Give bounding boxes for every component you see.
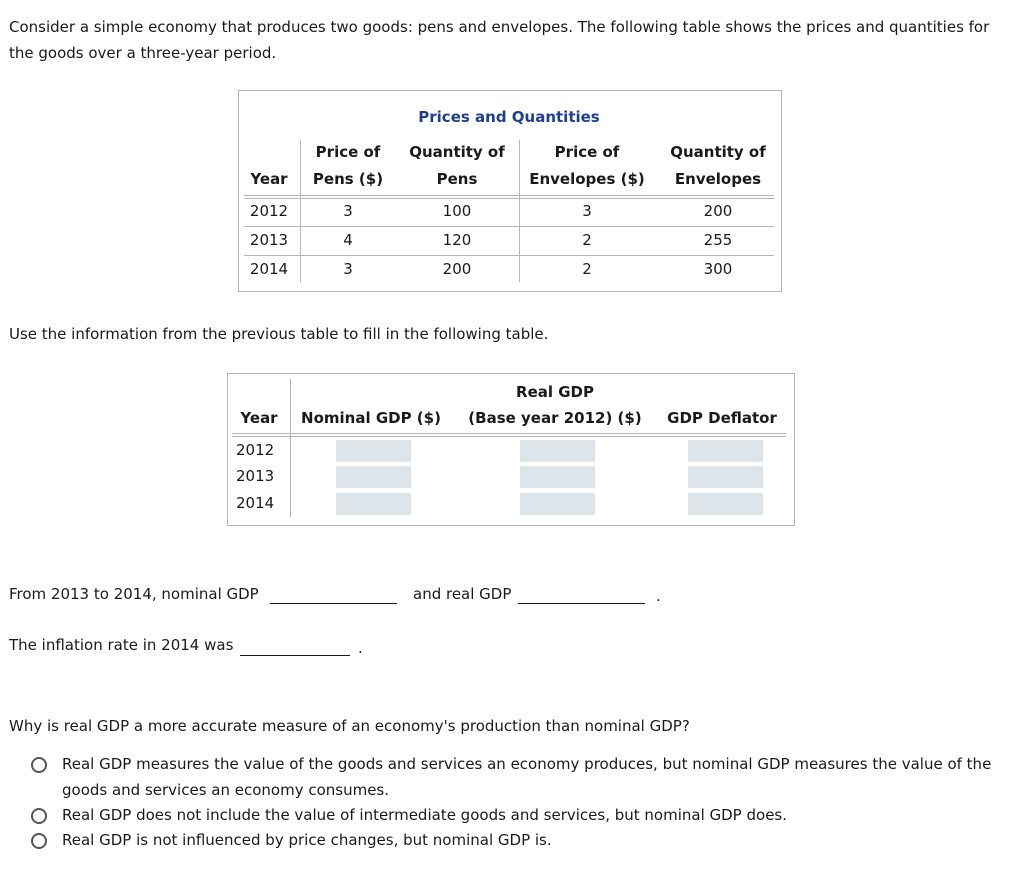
t1-cell: 300 — [703, 260, 733, 278]
nominal-gdp-2012-input[interactable] — [336, 440, 411, 462]
t1-header-qty-env: Envelopes — [674, 170, 762, 188]
t2-year: 2014 — [236, 494, 275, 512]
option-3-label: Real GDP is not influenced by price changes, but nominal GDP is. — [62, 831, 552, 849]
nominal-gdp-change-dropdown[interactable] — [270, 603, 397, 604]
inflation-rate-dropdown[interactable] — [240, 655, 350, 656]
table1-title: Prices and Quantities — [418, 108, 600, 126]
t2-year: 2012 — [236, 441, 275, 459]
radio-option-2[interactable] — [31, 808, 47, 824]
t1-cell: 3 — [343, 202, 353, 220]
t2-header-rule — [232, 436, 786, 437]
t2-divider — [290, 379, 291, 517]
t1-header-qty-pens-top: Quantity of — [409, 143, 505, 161]
t1-cell: 3 — [582, 202, 592, 220]
t1-header-price-pens: Pens ($) — [312, 170, 384, 188]
t1-header-rule — [244, 195, 774, 196]
gdp-deflator-2014-input[interactable] — [688, 493, 763, 515]
t1-cell: 200 — [442, 260, 472, 278]
t1-row-rule — [244, 255, 774, 256]
nominal-gdp-2014-input[interactable] — [336, 493, 411, 515]
q1-period: . — [656, 587, 661, 605]
t1-cell: 2012 — [249, 202, 289, 220]
t2-header-nominal: Nominal GDP ($) — [301, 409, 441, 427]
real-gdp-change-dropdown[interactable] — [518, 603, 645, 604]
t1-header-year: Year — [250, 170, 288, 188]
q1-prefix: From 2013 to 2014, nominal GDP — [9, 585, 259, 603]
radio-option-1[interactable] — [31, 757, 47, 773]
option-2-label: Real GDP does not include the value of intermediate goods and services, but nominal GDP does. — [62, 806, 788, 824]
t1-cell: 120 — [442, 231, 472, 249]
option-1-line-2: goods and services an economy consumes. — [62, 781, 390, 799]
t2-header-real: (Base year 2012) ($) — [468, 409, 642, 427]
t1-header-price-env: Envelopes ($) — [529, 170, 645, 188]
option-1-line-1: Real GDP measures the value of the goods and services an economy produces, but nominal GDP measures the value of the — [62, 755, 992, 773]
t1-header-rule — [244, 198, 774, 199]
t1-cell: 2014 — [249, 260, 289, 278]
t1-row-rule — [244, 226, 774, 227]
gdp-deflator-2013-input[interactable] — [688, 466, 763, 488]
t1-cell: 4 — [343, 231, 353, 249]
nominal-gdp-2013-input[interactable] — [336, 466, 411, 488]
gdp-deflator-2012-input[interactable] — [688, 440, 763, 462]
t1-header-qty-env-top: Quantity of — [670, 143, 766, 161]
t2-header-rule — [232, 433, 786, 434]
t1-header-qty-pens: Pens — [436, 170, 478, 188]
q3-option-label — [62, 751, 991, 803]
t2-year: 2013 — [236, 467, 275, 485]
t1-cell: 255 — [703, 231, 733, 249]
t1-cell: 100 — [442, 202, 472, 220]
intro-line-2: the goods over a three-year period. — [9, 44, 277, 62]
q3-question: Why is real GDP a more accurate measure of an economy's production than nominal GDP? — [9, 717, 690, 735]
t1-cell: 2 — [582, 231, 592, 249]
q2-prefix: The inflation rate in 2014 was — [9, 636, 234, 654]
t1-cell: 200 — [703, 202, 733, 220]
t1-cell: 2 — [582, 260, 592, 278]
t1-header-price-pens-top: Price of — [315, 143, 381, 161]
real-gdp-2013-input[interactable] — [520, 466, 595, 488]
instruction-text: Use the information from the previous table to fill in the following table. — [9, 325, 549, 343]
q1-middle: and real GDP — [413, 585, 512, 603]
intro-line-1: Consider a simple economy that produces two goods: pens and envelopes. The following table shows the prices and quantities for — [9, 18, 990, 36]
t2-header-year: Year — [240, 409, 278, 427]
t1-header-price-env-top: Price of — [554, 143, 620, 161]
t2-header-real-top: Real GDP — [516, 383, 594, 401]
intro-text — [9, 14, 1009, 66]
t1-cell: 3 — [343, 260, 353, 278]
real-gdp-2014-input[interactable] — [520, 493, 595, 515]
radio-option-3[interactable] — [31, 833, 47, 849]
t1-cell: 2013 — [249, 231, 289, 249]
t2-header-deflator: GDP Deflator — [667, 409, 777, 427]
real-gdp-2012-input[interactable] — [520, 440, 595, 462]
q2-period: . — [358, 639, 363, 657]
